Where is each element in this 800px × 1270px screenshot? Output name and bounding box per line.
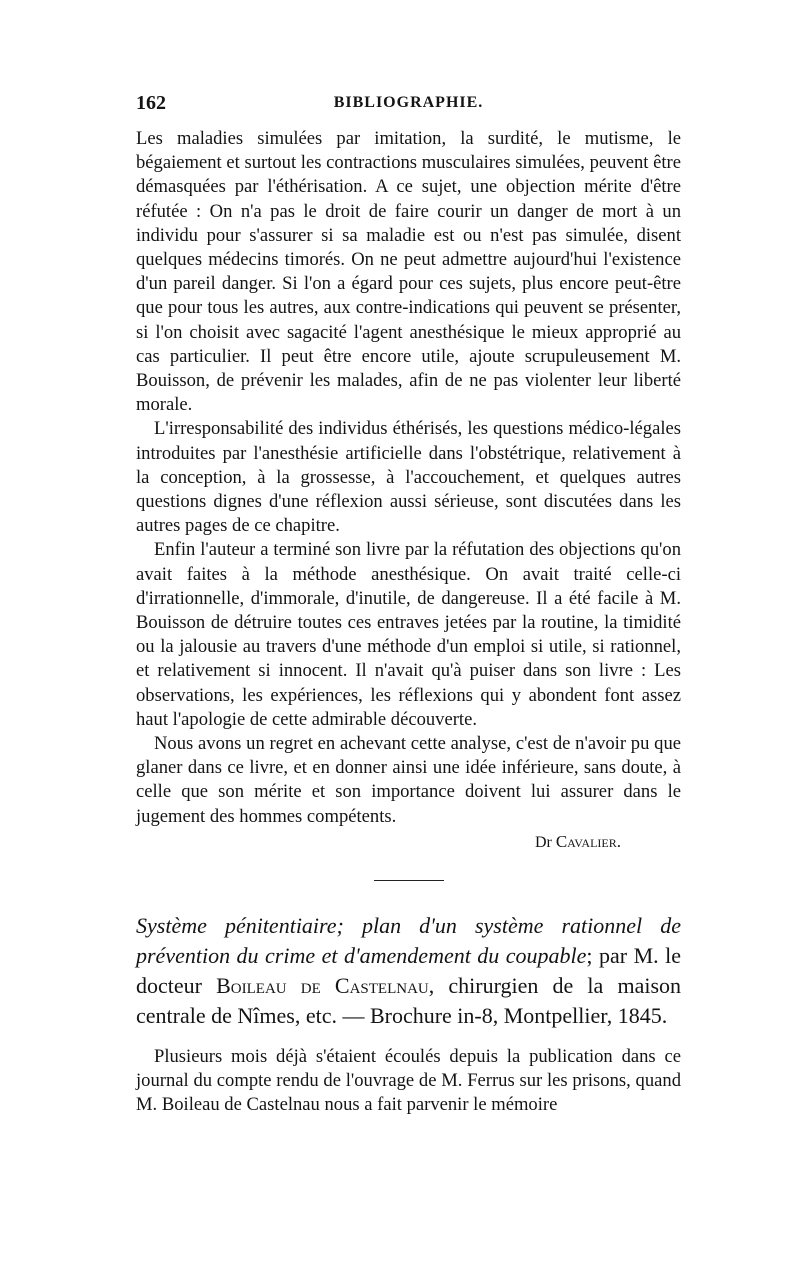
review-title-rest: , chirurgien de la maison centrale de Nîmes, etc. — Brochure in-8, Montpellier, 1845.	[136, 972, 682, 1028]
page-number: 162	[136, 92, 166, 114]
running-head: BIBLIOGRAPHIE.	[333, 94, 484, 111]
page-body	[136, 127, 681, 1118]
page-header	[136, 92, 681, 118]
review-title-author: Boileau de Castelnau	[216, 972, 429, 998]
author-signature	[136, 831, 621, 854]
paragraph-irresponsabilite: L'irresponsabilité des individus éthérisés, les questions médico-légales introduites par l'anesthésie artificielle dans l'obstétrique, relativement à la conception, à la grossesse, à l'accouchement, et quelques autres questions dignes d'une réflexion aussi sérieuse, sont discutées dans les autres pages de ce chapitre.	[136, 418, 681, 537]
paragraph-plusieurs-mois: Plusieurs mois déjà s'étaient écoulés depuis la publication dans ce journal du compte rendu de l'ouvrage de M. Ferrus sur les prisons, quand M. Boileau de Castelnau nous a fait parvenir le mémoire	[136, 1045, 681, 1116]
section-divider	[374, 880, 444, 881]
paragraph-regret: Nous avons un regret en achevant cette analyse, c'est de n'avoir pu que glaner dans ce livre, et en donner ainsi une idée inférieure, sans doute, à celle que son mérite et son importance doivent lui assurer dans le jugement des hommes compétents.	[136, 733, 681, 827]
paragraph-refutation: Enfin l'auteur a terminé son livre par la réfutation des objections qu'on avait faites à la méthode anesthésique. On avait traité celle-ci d'irrationnelle, d'immorale, d'inutile, de dangereuse. Il a été facile à M. Bouisson de détruire toutes ces entraves jetées par la routine, la timidité ou la jalousie au travers d'une méthode d'un emploi si utile, si rationnel, et relativement si innocent. Il n'avait qu'à puiser dans son livre : Les observations, les expériences, les réflexions qui y abondent font assez haut l'apologie de cette admirable découverte.	[136, 539, 681, 730]
signature-prefix: Dr	[534, 833, 552, 851]
review-title	[136, 911, 681, 1031]
paragraph-maladies-simulees: Les maladies simulées par imitation, la surdité, le mutisme, le bégaiement et surtout les contractions musculaires simulées, peuvent être démasquées par l'éthérisation. A ce sujet, une objection mérite d'être réfutée : On n'a pas le droit de faire courir un danger de mort à un individu pour s'assurer si sa maladie est ou n'est pas simulée, disent quelques médecins timorés. On ne peut admettre aujourd'hui l'existence d'un pareil danger. Si l'on a égard pour ces sujets, plus encore peut-être que pour tous les autres, aux contre-indications qui peuvent se présenter, si l'on choisit avec sagacité l'agent anesthésique le mieux approprié au cas particulier. Il peut être encore utile, ajoute scrupuleusement M. Bouisson, de prévenir les malades, afin de ne pas violenter leur liberté morale.	[136, 128, 681, 416]
review-title-italic: Système pénitentiaire; plan d'un système rationnel de prévention du crime et d'amendement du coupable	[136, 912, 681, 968]
signature-name: Cavalier.	[555, 831, 621, 851]
review-title-sep: ; par M. le docteur	[136, 942, 681, 998]
